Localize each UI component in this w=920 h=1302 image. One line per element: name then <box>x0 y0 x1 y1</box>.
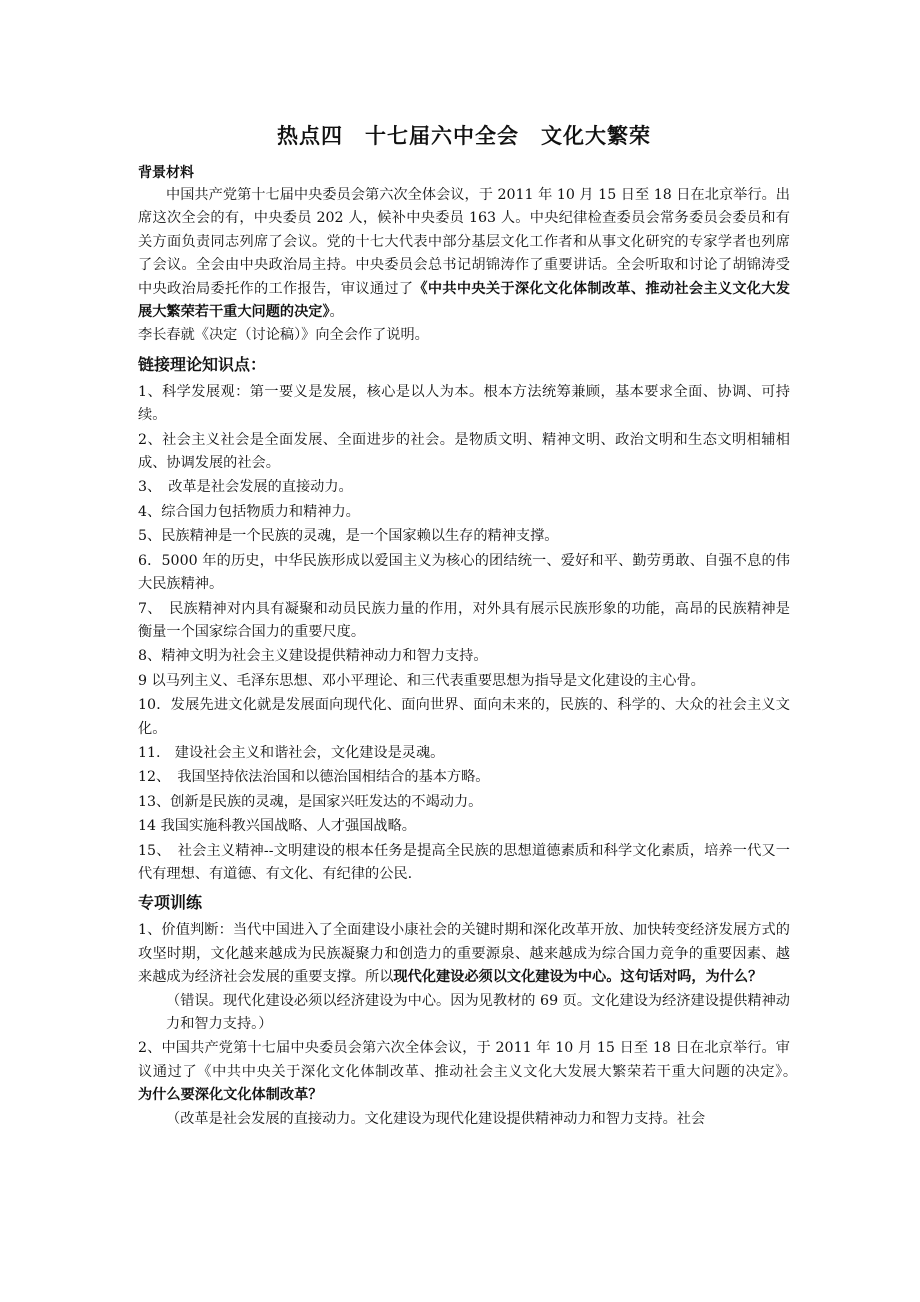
document-title: 热点四 十七届六中全会 文化大繁荣 <box>277 124 651 148</box>
theory-item: 1、科学发展观：第一要义是发展，核心是以人为本。根本方法统筹兼顾，基本要求全面、协调、可持续。 <box>138 383 790 424</box>
training-heading: 专项训练 <box>138 893 203 913</box>
theory-item: 10．发展先进文化就是发展面向现代化、面向世界、面向未来的，民族的、科学的、大众的社会主义文化。 <box>138 697 790 737</box>
theory-item: 4、综合国力包括物质力和精神力。 <box>138 503 360 520</box>
theory-item: 15、 社会主义精神--文明建设的根本任务是提高全民族的思想道德素质和科学文化素质，培养一代又一代有理想、有道德、有文化、有纪律的公民. <box>138 842 790 882</box>
question-2-prompt: 为什么要深化文化体制改革？ <box>138 1087 323 1104</box>
question-1 <box>138 919 790 989</box>
theory-item: 13、创新是民族的灵魂，是国家兴旺发达的不竭动力。 <box>138 793 483 810</box>
theory-item: 9 以马列主义、毛泽东思想、邓小平理论、和三代表重要思想为指导是文化建设的主心骨。 <box>138 672 705 689</box>
theory-item: 7、 民族精神对内具有凝聚和动员民族力量的作用，对外具有展示民族形象的功能，高昂的民族精神是衡量一个国家综合国力的重要尺度。 <box>138 600 790 640</box>
theory-item: 6．5000 年的历史，中华民族形成以爱国主义为核心的团结统一、爱好和平、勤劳勇敢、自强不息的伟大民族精神。 <box>138 552 790 593</box>
question-2-text: 2、中国共产党第十七届中央委员会第六次全体会议，于 2011 年 10 月 15 日至 18 日在北京举行。审议通过了《中共中央关于深化文化体制改革、推动社会主义文化大发展大繁荣若干重大问题的决定》。 <box>138 1040 805 1080</box>
background-end: 。 <box>329 304 344 321</box>
question-1-prompt: 现代化建设必须以文化建设为中心。这句话对吗，为什么？ <box>393 969 763 986</box>
theory-item: 14 我国实施科教兴国战略、人才强国战略。 <box>138 818 416 835</box>
decision-title: 《中共中央关于深化文化体制改革、推动社会主义文化大发展大繁荣若干重大问题的决定》 <box>138 280 790 321</box>
theory-item: 2、社会主义社会是全面发展、全面进步的社会。是物质文明、精神文明、政治文明和生态文明相辅相成、协调发展的社会。 <box>138 431 790 472</box>
answer-1: （错误。现代化建设必须以经济建设为中心。因为见教材的 69 页。文化建设为经济建设提供精神动力和智力支持。） <box>166 992 790 1032</box>
background-text: 中国共产党第十七届中央委员会第六次全体会议，于 2011 年 10 月 15 日至 18 日在北京举行。出席这次全会的有，中央委员 202 人，候补中央委员 163 人。中央纪律检查委员会常务委员会委员和有关方面负责同志列席了会议。党的十七大代表中部分基层文化工作者和从事文化研究的专家学者也列席了会议。全会由中央政治局主持。中央委员会总书记胡锦涛作了重要讲话。全会听取和讨论了胡锦涛受中央政治局委托作的工作报告，审议通过了 <box>138 187 790 297</box>
theory-item: 5、民族精神是一个民族的灵魂，是一个国家赖以生存的精神支撑。 <box>138 528 559 545</box>
theory-heading: 链接理论知识点： <box>138 354 267 374</box>
background-note: 李长春就《决定（讨论稿）》向全会作了说明。 <box>138 327 429 344</box>
background-paragraph <box>138 184 790 324</box>
theory-item: 8、精神文明为社会主义建设提供精神动力和智力支持。 <box>138 648 488 665</box>
theory-item: 12、 我国坚持依法治国和以德治国相结合的基本方略。 <box>138 769 490 786</box>
theory-item: 3、 改革是社会发展的直接动力。 <box>138 479 353 496</box>
theory-list <box>138 381 790 887</box>
question-2 <box>138 1037 805 1107</box>
theory-item: 11. 建设社会主义和谐社会，文化建设是灵魂。 <box>138 744 445 761</box>
background-label: 背景材料 <box>138 165 194 181</box>
answer-2: （改革是社会发展的直接动力。文化建设为现代化建设提供精神动力和智力支持。社会 <box>166 1110 706 1127</box>
question-1-text: 1、价值判断：当代中国进入了全面建设小康社会的关键时期和深化改革开放、加快转变经济发展方式的攻坚时期，文化越来越成为民族凝聚力和创造力的重要源泉、越来越成为综合国力竞争的重要因素、越来越成为经济社会发展的重要支撑。所以 <box>138 922 790 986</box>
